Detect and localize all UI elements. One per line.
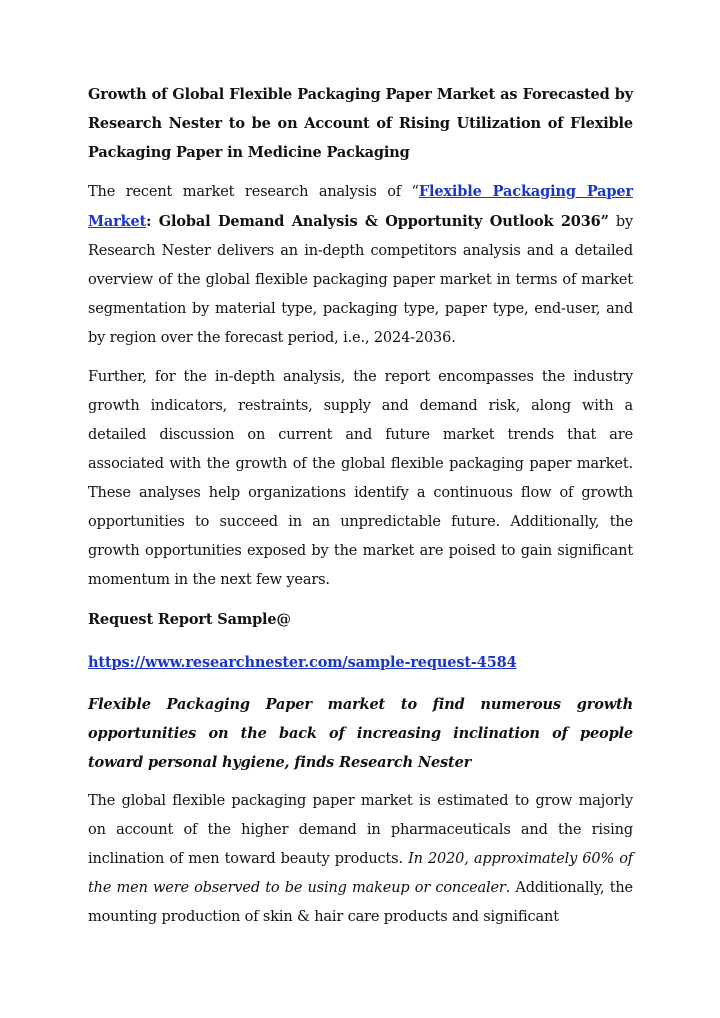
growth-text-end: . Additionally, the mounting production of skin & hair care products and significant xyxy=(88,880,633,925)
intro-lead: The recent market research analysis of “ xyxy=(88,184,419,200)
sample-url-paragraph xyxy=(88,648,633,678)
document-title: Growth of Global Flexible Packaging Paper Market as Forecasted by Research Nester to be on Account of Rising Utilization of Flexible Packaging Paper in Medicine Packaging xyxy=(88,86,633,161)
sample-request-link[interactable]: https://www.researchnester.com/sample-request-4584 xyxy=(88,654,517,671)
market-growth-paragraph xyxy=(88,787,633,932)
document-page xyxy=(88,80,633,942)
market-report-link[interactable]: Flexible Packaging Paper Market xyxy=(88,183,633,230)
analysis-paragraph: Further, for the in-depth analysis, the report encompasses the industry growth indicators, restraints, supply and demand risk, along with a detailed discussion on current and future market trends that are associated with the growth of the global flexible packaging paper market. These analyses help organizations identify a continuous flow of growth opportunities to succeed in an unpredictable future. Additionally, the growth opportunities exposed by the market are poised to gain significant momentum in the next few years. xyxy=(88,369,633,588)
report-title: : Global Demand Analysis & Opportunity Outlook 2036” xyxy=(146,213,609,230)
growth-text-start: The global flexible packaging paper market is estimated to grow majorly on account of the higher demand in pharmaceuticals and the rising inclination of men toward beauty products. xyxy=(88,793,633,867)
intro-paragraph xyxy=(88,177,633,353)
men-makeup-statistic: In 2020, approximately 60% of the men were observed to be using makeup or concealer xyxy=(88,851,633,896)
sample-request-label: Request Report Sample@ xyxy=(88,611,291,628)
section-subheading: Flexible Packaging Paper market to find numerous growth opportunities on the back of increasing inclination of people toward personal hygiene, finds Research Nester xyxy=(88,696,633,771)
intro-body: by Research Nester delivers an in-depth competitors analysis and a detailed overview of the global flexible packaging paper market in terms of market segmentation by material type, packaging type, paper type, end-user, and by region over the forecast period, i.e., 2024-2036. xyxy=(88,214,634,346)
